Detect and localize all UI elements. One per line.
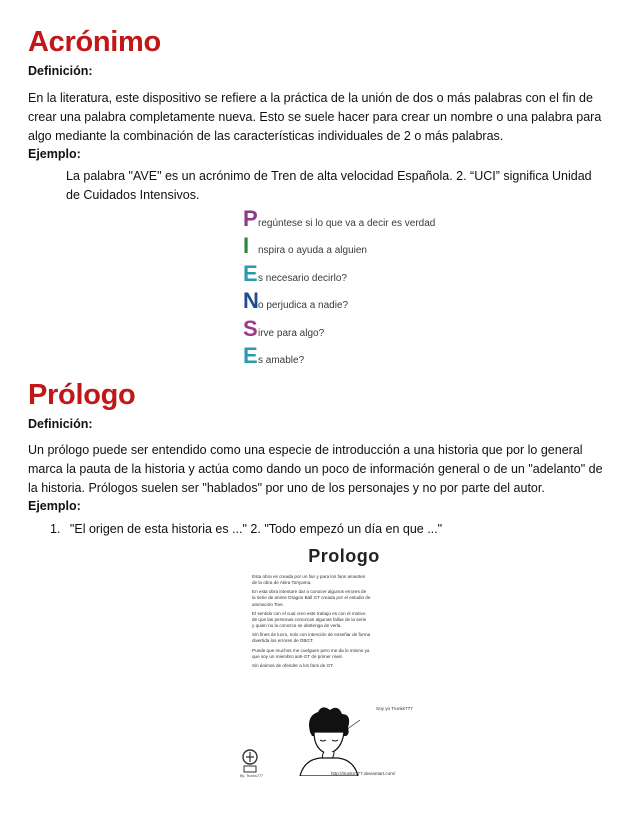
- author-tag: By: Trunks777: [240, 774, 263, 778]
- definition-label: Definición:: [28, 64, 93, 78]
- acrostic-row: [243, 314, 443, 342]
- acrostic-text: nspira o ayuda a alguien: [258, 245, 367, 256]
- example-text: "El origen de esta historia es ..." 2. "Todo empezó un día en que ...": [69, 522, 443, 536]
- acrostic-row: [243, 204, 443, 232]
- acrostic-text: s necesario decirlo?: [258, 272, 347, 284]
- illustration-text: [252, 574, 432, 672]
- acrostic-letter: I: [243, 233, 250, 258]
- section-title-prologo: Prólogo: [28, 379, 136, 411]
- example-list-item: [50, 520, 610, 539]
- illustration-paragraph: [252, 648, 432, 660]
- acrostic-text: irve para algo?: [258, 327, 325, 339]
- definition-line: marca la pauta de la historia y actúa como dando un poco de información general o de un "adelanto" de: [28, 462, 603, 476]
- author-url: http://trunks777.deviantart.com/: [331, 771, 396, 776]
- definition-paragraph: [28, 441, 613, 498]
- illustration-line: Puede que muchos me cuelguen pero me da lo mismo ya: [252, 647, 370, 653]
- illustration-line: Sin fines de lucro, solo con intención de enseñar de forma: [252, 632, 371, 638]
- acrostic-text: s amable?: [258, 355, 305, 366]
- illustration-line: En esta obra intentare dar a conocer algunos errores de: [252, 589, 367, 595]
- example-label: Ejemplo:: [28, 147, 81, 161]
- acrostic-row: [243, 259, 443, 287]
- illustration-line: que soy un miembro anti-GT de primer nivel.: [252, 653, 343, 659]
- section-title-acronimo: Acrónimo: [28, 26, 161, 58]
- acrostic-letter: E: [243, 260, 258, 286]
- definition-line: En la literatura, este dispositivo se refiere a la práctica de la unión de dos o más palabras con el fin de: [28, 91, 593, 105]
- illustration-line: de la obra de Akira Toriyama.: [252, 580, 312, 586]
- illustration-line: animación Toei.: [252, 601, 284, 607]
- illustration-paragraph: [252, 589, 432, 607]
- acrostic-letter: N: [243, 288, 259, 313]
- speech-text: Soy yo Trunks777: [376, 706, 413, 711]
- acrostic-text: o perjudica a nadie?: [258, 300, 349, 311]
- illustration-paragraph: [252, 632, 432, 644]
- illustration-line: Esta obra es creada por un fan y para los fans amantes: [252, 574, 366, 579]
- illustration-paragraph: [252, 611, 432, 629]
- definition-line: crear una palabra completamente nueva. Esto se suele hacer para crear un nombre o una palabra para: [28, 110, 602, 124]
- list-number: 1.: [50, 522, 61, 536]
- illustration-paragraph: [252, 574, 432, 586]
- example-line: de Cuidados Intensivos.: [66, 188, 200, 202]
- definition-label: Definición:: [28, 417, 93, 431]
- example-paragraph: [66, 167, 611, 205]
- acrostic-letter: E: [243, 343, 258, 368]
- definition-line: Un prólogo puede ser entendido como una especie de introducción a una historia que por lo general: [28, 443, 583, 457]
- definition-line: la historia. Prólogos suelen ser "hablados" por uno de los personajes y no por parte del autor.: [28, 481, 545, 495]
- acrostic-row: [243, 232, 443, 260]
- definition-line: algo mediante la combinación de las características individuales de 2 o más palabras.: [28, 129, 504, 143]
- illustration-line: El sentido con el cual creo este trabajo es con el motivo: [252, 610, 366, 616]
- acrostic-row: [243, 287, 443, 315]
- illustration-paragraph: [252, 663, 432, 669]
- acrostic-letter: P: [243, 205, 258, 231]
- illustration-line: divertida los errores de DBGT.: [252, 638, 314, 644]
- illustration-line: de que las personas conozcan algunas fallas de la serie: [252, 616, 367, 622]
- illustration-line: y quien no la conozca se abstenga de verla.: [252, 623, 342, 629]
- acrostic-row: [243, 342, 443, 370]
- author-logo: [240, 748, 260, 774]
- illustration-title: Prologo: [308, 546, 380, 566]
- illustration-line: Sin ánimos de ofender a los fans de GT.: [252, 663, 334, 669]
- piense-acrostic-image: [243, 204, 443, 369]
- illustration-line: la serie de anime Dragon Ball GT creada por el estudio de: [252, 595, 371, 601]
- example-label: Ejemplo:: [28, 499, 81, 513]
- definition-paragraph: [28, 89, 613, 146]
- example-line: La palabra "AVE" es un acrónimo de Tren de alta velocidad Española. 2. “UCI” significa Unidad: [66, 169, 592, 183]
- prologo-illustration: [238, 542, 450, 782]
- acrostic-text: regúntese si lo que va a decir es verdad: [258, 217, 436, 229]
- acrostic-letter: S: [243, 315, 258, 341]
- character-drawing: [290, 702, 368, 776]
